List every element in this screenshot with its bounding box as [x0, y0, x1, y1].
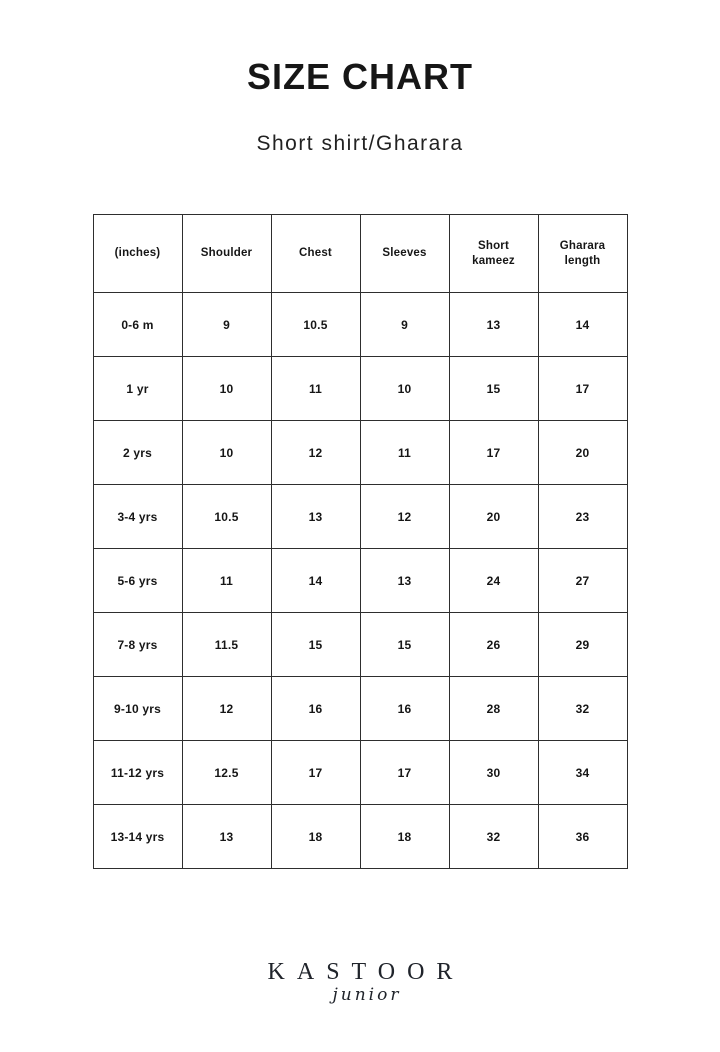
table-row: [93, 677, 627, 741]
table-row: [93, 421, 627, 485]
size-table: [93, 214, 628, 869]
value-cell: 16: [360, 677, 449, 741]
value-cell: 10: [360, 357, 449, 421]
value-cell: 10.5: [182, 485, 271, 549]
row-label-cell: 2 yrs: [93, 421, 182, 485]
header-cell-unit: (inches): [93, 215, 182, 293]
value-cell: 17: [271, 741, 360, 805]
value-cell: 13: [271, 485, 360, 549]
page-title: SIZE CHART: [247, 56, 473, 97]
value-cell: 9: [182, 293, 271, 357]
header-cell-shoulder: Shoulder: [182, 215, 271, 293]
value-cell: 20: [538, 421, 627, 485]
value-cell: 11: [182, 549, 271, 613]
table-row: [93, 549, 627, 613]
row-label-cell: 13-14 yrs: [93, 805, 182, 869]
value-cell: 17: [538, 357, 627, 421]
page-subtitle: Short shirt/Gharara: [256, 132, 464, 155]
value-cell: 30: [449, 741, 538, 805]
value-cell: 11: [271, 357, 360, 421]
value-cell: 12.5: [182, 741, 271, 805]
value-cell: 16: [271, 677, 360, 741]
value-cell: 13: [360, 549, 449, 613]
value-cell: 14: [271, 549, 360, 613]
value-cell: 17: [360, 741, 449, 805]
value-cell: 15: [271, 613, 360, 677]
value-cell: 29: [538, 613, 627, 677]
table-row: [93, 485, 627, 549]
size-table-body: [93, 293, 627, 869]
header-row: [93, 215, 627, 293]
row-label-cell: 1 yr: [93, 357, 182, 421]
value-cell: 9: [360, 293, 449, 357]
value-cell: 15: [360, 613, 449, 677]
value-cell: 18: [360, 805, 449, 869]
value-cell: 10.5: [271, 293, 360, 357]
brand-sub-name: junior: [332, 985, 402, 1005]
header-cell-sleeves: Sleeves: [360, 215, 449, 293]
value-cell: 14: [538, 293, 627, 357]
value-cell: 34: [538, 741, 627, 805]
row-label-cell: 11-12 yrs: [93, 741, 182, 805]
value-cell: 13: [449, 293, 538, 357]
value-cell: 13: [182, 805, 271, 869]
value-cell: 12: [271, 421, 360, 485]
value-cell: 36: [538, 805, 627, 869]
value-cell: 12: [182, 677, 271, 741]
value-cell: 12: [360, 485, 449, 549]
value-cell: 11: [360, 421, 449, 485]
value-cell: 17: [449, 421, 538, 485]
value-cell: 15: [449, 357, 538, 421]
value-cell: 32: [449, 805, 538, 869]
value-cell: 18: [271, 805, 360, 869]
value-cell: 27: [538, 549, 627, 613]
table-row: [93, 741, 627, 805]
header-cell-short-kameez: Short kameez: [449, 215, 538, 293]
header-cell-chest: Chest: [271, 215, 360, 293]
table-row: [93, 293, 627, 357]
header-cell-gharara-length: Gharara length: [538, 215, 627, 293]
row-label-cell: 0-6 m: [93, 293, 182, 357]
value-cell: 24: [449, 549, 538, 613]
brand-name: KASTOOR: [267, 959, 465, 985]
value-cell: 26: [449, 613, 538, 677]
row-label-cell: 7-8 yrs: [93, 613, 182, 677]
value-cell: 10: [182, 421, 271, 485]
value-cell: 11.5: [182, 613, 271, 677]
size-table-header: [93, 215, 627, 293]
row-label-cell: 5-6 yrs: [93, 549, 182, 613]
value-cell: 32: [538, 677, 627, 741]
table-row: [93, 357, 627, 421]
row-label-cell: 9-10 yrs: [93, 677, 182, 741]
table-row: [93, 613, 627, 677]
row-label-cell: 3-4 yrs: [93, 485, 182, 549]
value-cell: 10: [182, 357, 271, 421]
value-cell: 28: [449, 677, 538, 741]
brand-logo: [0, 958, 720, 1005]
table-row: [93, 805, 627, 869]
value-cell: 20: [449, 485, 538, 549]
value-cell: 23: [538, 485, 627, 549]
